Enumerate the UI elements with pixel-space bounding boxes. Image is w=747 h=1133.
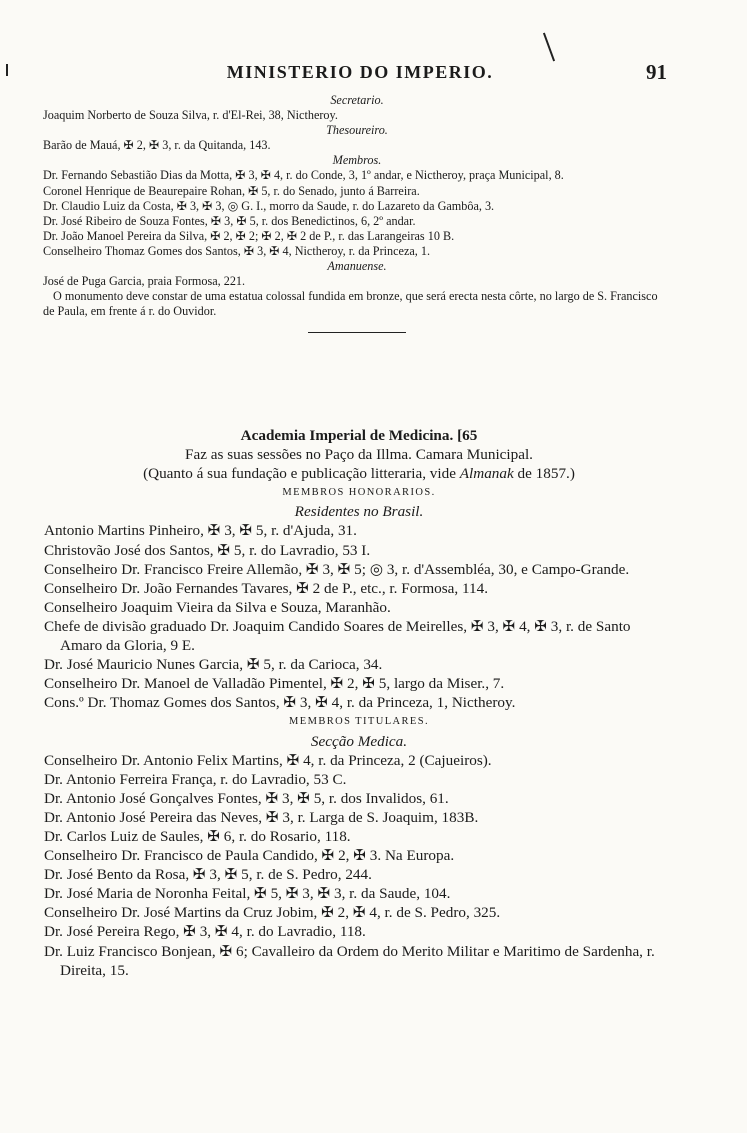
thesoureiro-entry: Barão de Mauá, ✠ 2, ✠ 3, r. da Quitanda, 143. — [43, 138, 271, 153]
academy-title: Academia Imperial de Medicina. — [240, 427, 454, 444]
foundation-ref: Almanak — [459, 465, 514, 483]
titular-entry: Dr. Antonio Ferreira França, r. do Lavradio, 53 C. — [44, 770, 347, 788]
residentes-heading: Residentes no Brasil. — [294, 503, 424, 521]
titular-entry: Dr. José Pereira Rego, ✠ 3, ✠ 4, r. do Lavradio, 118. — [44, 923, 366, 941]
foundation-pre: (Quanto á sua fundação e publicação litteraria, vide — [143, 465, 456, 483]
titular-entry: Dr. Antonio José Gonçalves Fontes, ✠ 3, ✠ 5, r. dos Invalidos, 61. — [44, 789, 449, 807]
membros-heading: Membros. — [332, 153, 382, 168]
monument-note: O monumento deve constar de uma estatua colossal fundida em bronze, que será erecta nesta côrte, no largo de S. Francisco de Paula, em frente á r. do Ouvidor. — [43, 289, 658, 319]
membro-entry: Dr. Fernando Sebastião Dias da Motta, ✠ 3, ✠ 4, r. do Conde, 3, 1º andar, e Nictheroy, praça Municipal, 8. — [43, 168, 564, 183]
honorario-entry: Cons.º Dr. Thomaz Gomes dos Santos, ✠ 3, ✠ 4, r. da Princeza, 1, Nictheroy. — [44, 694, 516, 712]
academy-section — [44, 426, 674, 980]
running-title: MINISTERIO DO IMPERIO. — [226, 62, 494, 82]
titular-entry: Dr. Luiz Francisco Bonjean, ✠ 6; Cavalleiro da Ordem do Merito Militar e Maritimo de Sardenha, r. Direita, 15. — [44, 942, 655, 979]
honorario-entry: Conselheiro Joaquim Vieira da Silva e Souza, Maranhão. — [44, 598, 391, 616]
titular-entry: Conselheiro Dr. José Martins da Cruz Jobim, ✠ 2, ✠ 4, r. de S. Pedro, 325. — [44, 904, 501, 922]
titular-entry: Dr. José Maria de Noronha Feital, ✠ 5, ✠ 3, ✠ 3, r. da Saude, 104. — [44, 885, 451, 903]
foundation-note — [44, 464, 674, 483]
titular-entry: Conselheiro Dr. Antonio Felix Martins, ✠ 4, r. da Princeza, 2 (Cajueiros). — [44, 751, 492, 769]
page-header — [0, 60, 747, 84]
membro-entry: Dr. José Ribeiro de Souza Fontes, ✠ 3, ✠ 5, r. dos Benedictinos, 6, 2º andar. — [43, 213, 416, 228]
foundation-post: de 1857.) — [517, 465, 575, 483]
pen-stroke-mark — [543, 33, 555, 62]
honorario-entry: Christovão José dos Santos, ✠ 5, r. do Lavradio, 53 I. — [44, 541, 371, 559]
secretario-heading: Secretario. — [330, 93, 384, 107]
honorario-entry: Antonio Martins Pinheiro, ✠ 3, ✠ 5, r. d'Ajuda, 31. — [44, 522, 357, 540]
titulares-heading: MEMBROS TITULARES. — [289, 716, 429, 728]
academy-title-line — [44, 426, 674, 445]
section-divider — [308, 332, 406, 333]
honorario-entry: Dr. José Mauricio Nunes Garcia, ✠ 5, r. da Carioca, 34. — [44, 656, 383, 674]
membro-entry: Coronel Henrique de Beaurepaire Rohan, ✠ 5, r. do Senado, junto á Barreira. — [43, 183, 420, 198]
page-number: 91 — [646, 60, 667, 84]
membro-entry: Dr. Claudio Luiz da Costa, ✠ 3, ✠ 3, ◎ G. I., morro da Saude, r. do Lazareto da Gambôa, 3. — [43, 198, 495, 213]
honorario-entry: Conselheiro Dr. João Fernandes Tavares, ✠ 2 de P., etc., r. Formosa, 114. — [44, 579, 489, 597]
academy-title-ref: [65 — [457, 427, 478, 444]
honorarios-heading: MEMBROS HONORARIOS. — [282, 487, 436, 499]
titular-entry: Dr. Carlos Luiz de Saules, ✠ 6, r. do Rosario, 118. — [44, 827, 351, 845]
titular-entry: Conselheiro Dr. Francisco de Paula Candido, ✠ 2, ✠ 3. Na Europa. — [44, 847, 455, 865]
seccao-medica-heading: Secção Medica. — [310, 732, 408, 750]
titular-entry: Dr. José Bento da Rosa, ✠ 3, ✠ 5, r. de S. Pedro, 244. — [44, 866, 372, 884]
sessions-note: Faz as suas sessões no Paço da Illma. Camara Municipal. — [185, 446, 533, 464]
amanuense-entry: José de Puga Garcia, praia Formosa, 221. — [43, 274, 246, 289]
honorario-entry: Chefe de divisão graduado Dr. Joaquim Candido Soares de Meirelles, ✠ 3, ✠ 4, ✠ 3, r. de Santo Amaro da Gloria, 9 E. — [44, 617, 631, 655]
secretario-entry: Joaquim Norberto de Souza Silva, r. d'El-Rei, 38, Nictheroy. — [43, 108, 338, 123]
thesoureiro-heading: Thesoureiro. — [326, 123, 388, 138]
ministry-secretariat-section — [43, 93, 671, 344]
honorario-entry: Conselheiro Dr. Manoel de Valladão Pimentel, ✠ 2, ✠ 5, largo da Miser., 7. — [44, 675, 505, 693]
titular-entry: Dr. Antonio José Pereira das Neves, ✠ 3, r. Larga de S. Joaquim, 183B. — [44, 808, 479, 826]
amanuense-heading: Amanuense. — [327, 259, 387, 274]
membro-entry: Conselheiro Thomaz Gomes dos Santos, ✠ 3, ✠ 4, Nictheroy, r. da Princeza, 1. — [43, 243, 430, 258]
membro-entry: Dr. João Manoel Pereira da Silva, ✠ 2, ✠ 2; ✠ 2, ✠ 2 de P., r. das Larangeiras 10 B. — [43, 228, 455, 243]
honorario-entry: Conselheiro Dr. Francisco Freire Allemão, ✠ 3, ✠ 5; ◎ 3, r. d'Assembléa, 30, e Campo-Grande. — [44, 560, 630, 578]
